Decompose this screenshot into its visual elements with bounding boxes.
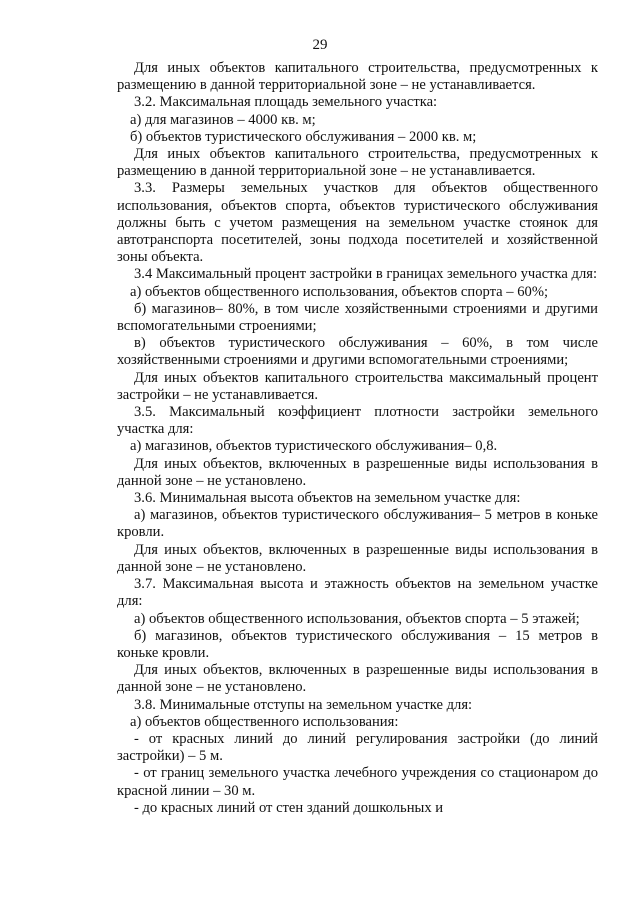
paragraph: 3.7. Максимальная высота и этажность объектов на земельном участке для: — [117, 576, 598, 610]
paragraph: в) объектов туристического обслуживания – 60%, в том числе хозяйственными строениями и другими вспомогательными строениями; — [117, 335, 598, 369]
paragraph: 3.5. Максимальный коэффициент плотности застройки земельного участка для: — [117, 404, 598, 438]
paragraph: Для иных объектов, включенных в разрешенные виды использования в данной зоне – не установлено. — [117, 541, 598, 575]
page-number: 29 — [312, 37, 328, 53]
paragraph: 3.3. Размеры земельных участков для объектов общественного использования, объектов спорта, объектов туристического обслуживания должны быть с учетом размещения на земельном участке стоянок для автотранспорта посетителей, зоны подхода посетителей и хозяйственной зоны объекта. — [117, 180, 598, 266]
paragraph: Для иных объектов капитального строительства, предусмотренных к размещению в данной территориальной зоне – не устанавливается. — [117, 60, 598, 94]
paragraph: Для иных объектов капитального строительства максимальный процент застройки – не устанавливается. — [117, 369, 598, 403]
paragraph: 3.2. Максимальная площадь земельного участка: — [134, 94, 438, 111]
document-body — [117, 60, 598, 817]
paragraph: 3.6. Минимальная высота объектов на земельном участке для: — [134, 490, 521, 507]
paragraph: а) объектов общественного использования, объектов спорта – 5 этажей; — [134, 610, 580, 627]
paragraph: а) магазинов, объектов туристического обслуживания– 0,8. — [130, 438, 498, 455]
paragraph: а) магазинов, объектов туристического обслуживания– 5 метров в коньке кровли. — [117, 507, 598, 541]
paragraph: 3.4 Максимальный процент застройки в границах земельного участка для: — [134, 266, 598, 283]
paragraph: - до красных линий от стен зданий дошкольных и — [134, 799, 444, 816]
paragraph: Для иных объектов, включенных в разрешенные виды использования в данной зоне – не установлено. — [117, 455, 598, 489]
paragraph: б) магазинов, объектов туристического обслуживания – 15 метров в коньке кровли. — [117, 627, 598, 661]
paragraph: - от красных линий до линий регулирования застройки (до линий застройки) – 5 м. — [117, 730, 598, 765]
paragraph: б) магазинов– 80%, в том числе хозяйственными строениями и другими вспомогательными строениями; — [117, 300, 598, 335]
paragraph: Для иных объектов капитального строительства, предусмотренных к размещению в данной территориальной зоне – не устанавливается. — [117, 146, 598, 180]
paragraph: а) объектов общественного использования, объектов спорта – 60%; — [130, 283, 549, 300]
paragraph: Для иных объектов, включенных в разрешенные виды использования в данной зоне – не установлено. — [117, 662, 598, 696]
paragraph: а) объектов общественного использования: — [130, 713, 399, 730]
paragraph: - от границ земельного участка лечебного учреждения со стационаром до красной линии – 30 м. — [117, 765, 598, 799]
paragraph: а) для магазинов – 4000 кв. м; — [130, 111, 316, 128]
paragraph: 3.8. Минимальные отступы на земельном участке для: — [134, 696, 473, 713]
paragraph: б) объектов туристического обслуживания – 2000 кв. м; — [130, 128, 477, 145]
